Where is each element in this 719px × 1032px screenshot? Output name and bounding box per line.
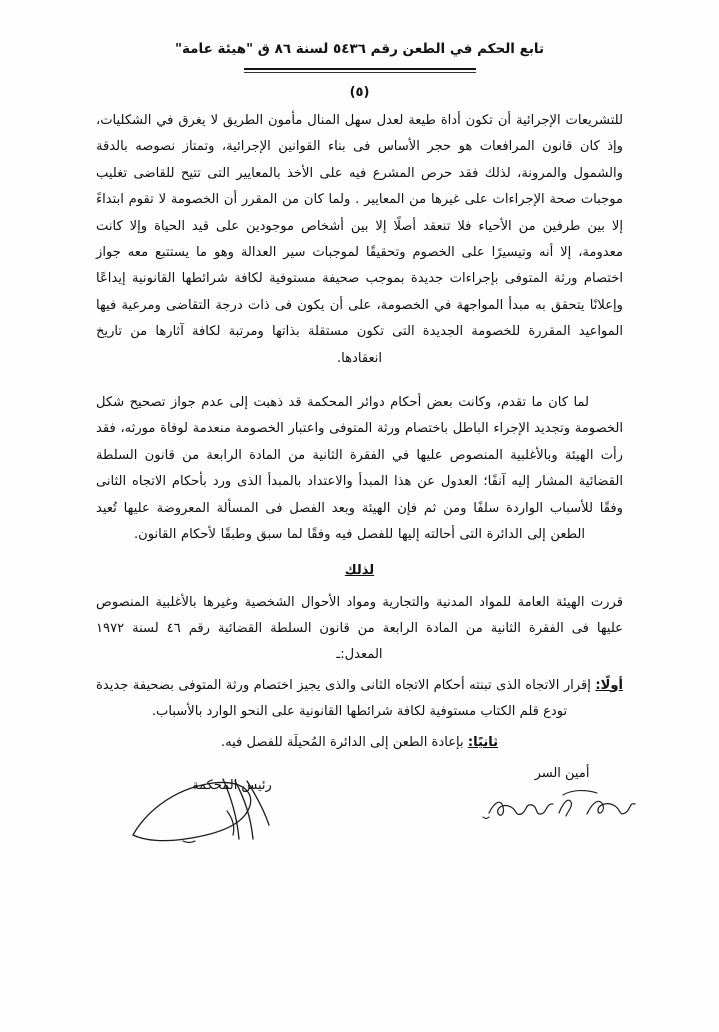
- ruling-text-second: بإعادة الطعن إلى الدائرة المُحيلَة للفصل فيه.: [220, 734, 464, 750]
- paragraph-reasoning-1: للتشريعات الإجرائية أن تكون أداة طيعة لعدل سهل المنال مأمون الطريق لا يغرق في الشكليات، وإذ كان قانون المرافعات هو حجر الأساس فى بناء القوانين الإجرائية، وتمتاز نصوصه بالدقة والشمول والمرونة، لذلك فقد حرص المشرع فيه على الأخذ بالمعايير التى تتيح للقاضى تغليب موجبات صحة الإجراءات على غيرها من المعايير . ولما كان من المقرر أن الخصومة لا تقوم ابتداءً إلا بين طرفين من الأحياء فلا تنعقد أصلًا إلا بين أشخاص موجودين على قيد الحياة وإلا كانت معدومة، إلا أنه وتيسيرًا على الخصوم وتحقيقًا لموجبات سير العدالة وهو ما يستتبع معه جواز اختصام ورثة المتوفى بإجراءات جديدة بموجب صحيفة مستوفية لكافة شرائطها القانونية إيداعًا وإعلانًا يتحقق به مبدأ المواجهة في الخصومة، على أن يكون فى ذات درجة التقاضى ومرعية فيها المواعيد المقررة للخصومة الجديدة التى تكون مستقلة بذاتها ومرتبة لكافة آثارها من تاريخ انعقادها.: [96, 113, 623, 366]
- ruling-ordinal-first: أولًا:: [595, 677, 623, 693]
- document-body: [0, 100, 719, 756]
- signature-secretary: [457, 766, 667, 829]
- ruling-text-first: إقرار الاتجاه الذى تبنته أحكام الاتجاه الثانى والذى يجيز اختصام ورثة المتوفى بصحيفة جديدة تودع قلم الكتاب مستوفية لكافة شرائطها القانونية على النحو الوارد بالأسباب.: [96, 677, 591, 720]
- header-title: تابع الحكم في الطعن رقم ٥٤٣٦ لسنة ٨٦ ق "هيئة عامة": [174, 41, 545, 57]
- signature-title-court-president: رئيس المحكمة: [192, 778, 272, 793]
- paragraph-reasoning-2: لما كان ما تقدم، وكانت بعض أحكام دوائر المحكمة قد ذهبت إلى عدم جواز تصحيح شكل الخصومة وتجديد الإجراء الباطل باختصام ورثة المتوفى واعتبار الخصومة منعدمة لوفاة مورثه، فقد رأت الهيئة وبالأغلبية المنصوص عليها في الفقرة الثانية من المادة الرابعة من قانون السلطة القضائية المشار إليه آنفًا؛ العدول عن هذا المبدأ والاعتداد بالمبدأ الذى ورد بأحكام الاتجاه الثانى وفقًا للأسباب الواردة سلفًا ومن ثم فإن الهيئة وبعد الفصل فى المسألة المعروضة عليها تُعيد الطعن إلى الدائرة التى أحالته إليها للفصل فيه وفقًا لما سبق وطبقًا لأحكام القانون.: [96, 395, 623, 543]
- document-header: [0, 0, 719, 73]
- header-divider: [244, 68, 476, 73]
- handwritten-signature-icon: [457, 783, 667, 829]
- handwritten-signature-icon: [127, 795, 337, 841]
- ruling-preamble: قررت الهيئة العامة للمواد المدنية والتجارية ومواد الأحوال الشخصية وغيرها بالأغلبية المنصوص عليها فى الفقرة الثانية من المادة الرابعة من قانون السلطة القضائية رقم ٤٦ لسنة ١٩٧٢ المعدل:ـ: [96, 594, 623, 663]
- page-number: (٥): [349, 85, 370, 100]
- section-label-therefore: لذلك: [344, 562, 375, 578]
- signature-block: [0, 742, 719, 872]
- ruling-ordinal-second: ثانيًا:: [467, 734, 499, 750]
- ruling-item-first: [96, 673, 623, 726]
- signature-court-president: [127, 778, 337, 841]
- signature-title-secretary: أمين السر: [534, 766, 590, 781]
